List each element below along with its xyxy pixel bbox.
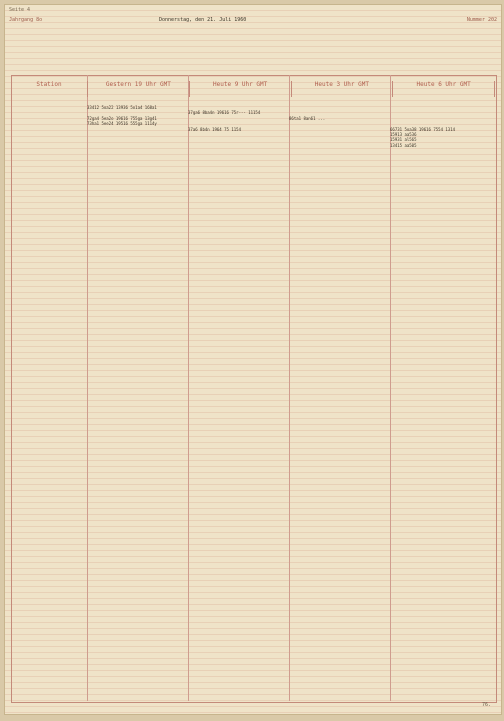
band-today-3: Heute 3 Uhr GMT (292, 81, 394, 97)
issue-number: Nummer 202 (466, 17, 497, 23)
table-cell: 33412 5oa22 13936 5o1a4 168a1 (87, 105, 157, 110)
page-header (9, 17, 497, 27)
table-row (87, 143, 491, 148)
table-cell: 37a6 8b4n 1964 75 1154 (188, 126, 241, 132)
band-today-9: Heute 9 Uhr GMT (190, 81, 292, 97)
table-cell: 66731 5oa38 19616 7554 1314 (390, 126, 456, 132)
date-label: Donnerstag, den 21. Juli 1960 (159, 17, 247, 23)
table-cell: 86ta1 8an61 ... (289, 115, 326, 121)
table-cell: 73ha1 5ee24 19516 555ga 1114y (87, 121, 157, 127)
table-cell: 13415 aa505 (390, 142, 417, 148)
band-yesterday-19: Gestern 19 Uhr GMT (88, 81, 190, 97)
sheet-number: Seite 4 (9, 7, 31, 13)
band-station: Station (11, 81, 88, 97)
column-header (11, 81, 495, 97)
table-cell: 72ga4 5ea2o 19616 755ga 13g41 (87, 115, 157, 121)
band-today-6: Heute 6 Uhr GMT (393, 81, 495, 97)
document-page (4, 4, 502, 715)
page-footer: 76. (481, 702, 491, 708)
table-cell: 37ga6 8ba4n 19616 75r--- 11154 (188, 110, 261, 116)
data-rows (87, 105, 491, 148)
table-cell: 15913 aa536 (390, 131, 417, 137)
table-cell: 15931 al565 (390, 137, 417, 143)
volume-label: Jahrgang 8o (9, 17, 43, 23)
divider (289, 75, 290, 701)
divider (87, 75, 88, 701)
table-frame (11, 75, 497, 703)
divider (188, 75, 189, 701)
divider (390, 75, 391, 701)
